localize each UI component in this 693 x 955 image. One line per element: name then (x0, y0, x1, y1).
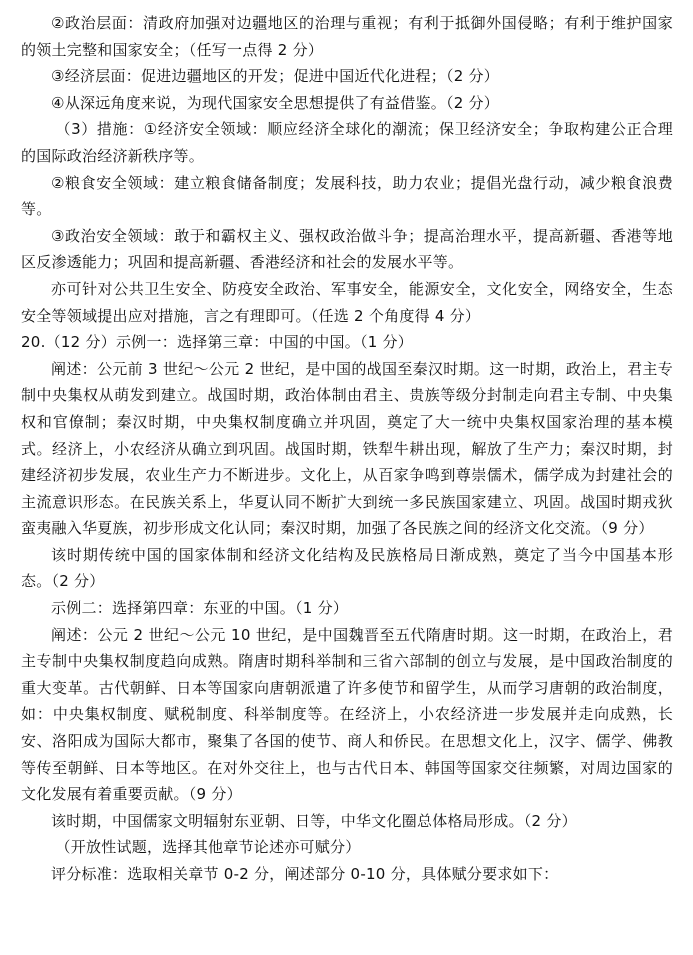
paragraph: ②粮食安全领域：建立粮食储备制度；发展科技，助力农业；提倡光盘行动，减少粮食浪费等。 (21, 173, 673, 219)
paragraph: 该时期传统中国的国家体制和经济文化结构及民族格局日渐成熟，奠定了当今中国基本形态。（2 分） (21, 545, 673, 591)
paragraph: ②政治层面：清政府加强对边疆地区的治理与重视；有利于抵御外国侵略；有利于维护国家的领土完整和国家安全；（任写一点得 2 分） (21, 14, 673, 59)
paragraph: 阐述：公元 2 世纪～公元 10 世纪，是中国魏晋至五代隋唐时期。这一时期，在政治上，君主专制中央集权制度趋向成熟。隋唐时期科举制和三省六部制的创立与发展，是中国政治制度的重大变革。古代朝鲜、日本等国家向唐朝派遣了许多使节和留学生，从而学习唐朝的政治制度，如：中央集权制度、赋税制度、科举制度等。在经济上，小农经济进一步发展并走向成熟，长安、洛阳成为国际大都市，聚集了各国的使节、商人和侨民。在思想文化上，汉字、儒学、佛教等传至朝鲜、日本等地区。在对外交往上，也与古代日本、韩国等国家交往频繁，对周边国家的文化发展有着重要贡献。（9 分） (21, 625, 673, 804)
paragraph: 该时期，中国儒家文明辐射东亚朝、日等，中华文化圈总体格局形成。（2 分） (51, 811, 577, 830)
paragraph: ④从深远角度来说，为现代国家安全思想提供了有益借鉴。（2 分） (51, 93, 500, 112)
paragraph: ③政治安全领域：敢于和霸权主义、强权政治做斗争；提高治理水平，提高新疆、香港等地区反渗透能力；巩固和提高新疆、香港经济和社会的发展水平等。 (21, 226, 673, 272)
paragraph: 示例二：选择第四章：东亚的中国。（1 分） (51, 599, 349, 618)
paragraph: （3）措施：①经济安全领域：顺应经济全球化的潮流；保卫经济安全；争取构建公正合理的国际政治经济新秩序等。 (21, 120, 673, 165)
paragraph: （开放性试题，选择其他章节论述亦可赋分） (55, 838, 361, 857)
paragraph: ③经济层面：促进边疆地区的开发；促进中国近代化进程；（2 分） (51, 67, 500, 86)
question-heading: 20.（12 分）示例一：选择第三章：中国的中国。（1 分） (21, 333, 414, 352)
paragraph: 阐述：公元前 3 世纪～公元 2 世纪，是中国的战国至秦汉时期。这一时期，政治上，君主专制中央集权从萌发到建立。战国时期，政治体制由君主、贵族等级分封制走向君主专制、中央集权和官僚制；秦汉时期，中央集权制度确立并巩固，奠定了大一统中央集权国家治理的基本模式。经济上，小农经济从确立到巩固。战国时期，铁犁牛耕出现，解放了生产力；秦汉时期，封建经济初步发展，农业生产力不断进步。文化上，从百家争鸣到尊崇儒术，儒学成为封建社会的主流意识形态。在民族关系上，华夏认同不断扩大到统一多民族国家建立、巩固。战国时期戎狄蛮夷融入华夏族，初步形成文化认同；秦汉时期，加强了各民族之间的经济文化交流。（9 分） (21, 359, 673, 538)
paragraph: 亦可针对公共卫生安全、防疫安全政治、军事安全，能源安全，文化安全，网络安全，生态安全等领域提出应对措施，言之有理即可。（任选 2 个角度得 4 分） (21, 279, 673, 325)
paragraph: 评分标准：选取相关章节 0-2 分，阐述部分 0-10 分，具体赋分要求如下： (51, 865, 559, 883)
